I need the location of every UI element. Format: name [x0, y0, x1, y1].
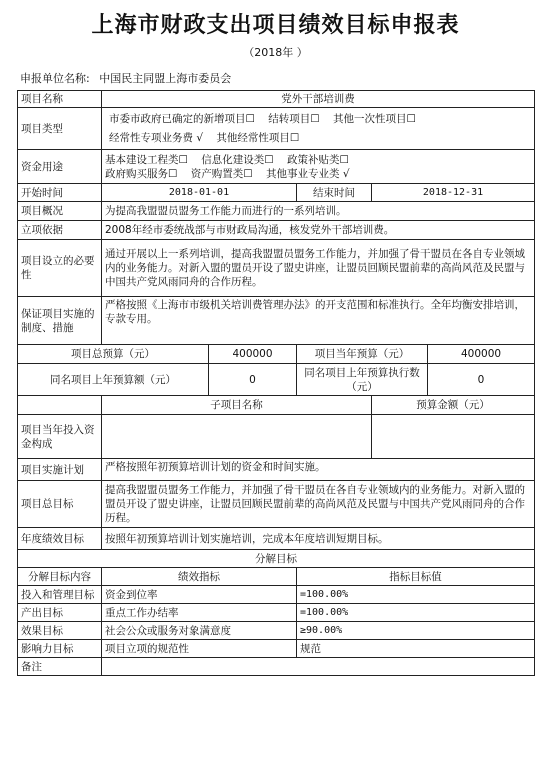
- fund-option-other-business[interactable]: 其他事业专业类 √: [266, 167, 350, 180]
- plan-label: 项目实施计划: [18, 459, 102, 481]
- applicant-line: [20, 72, 231, 86]
- breakdown-target: 投入和管理目标: [18, 586, 102, 604]
- fund-use-label: 资金用途: [18, 150, 102, 184]
- breakdown-row: [18, 640, 535, 658]
- fund-composition-label: 项目当年投入资金构成: [18, 415, 102, 459]
- start-time-value: 2018-01-01: [102, 184, 297, 202]
- fund-composition-amount-cell[interactable]: [372, 415, 535, 459]
- breakdown-col-target: 分解目标内容: [18, 568, 102, 586]
- sub-project-name-header: 子项目名称: [102, 396, 372, 415]
- fund-option-subsidy[interactable]: 政策补贴类☐: [287, 153, 349, 166]
- basis-label: 立项依据: [18, 221, 102, 240]
- project-name-label: 项目名称: [18, 91, 102, 108]
- breakdown-value: =100.00%: [297, 586, 535, 604]
- applicant-label: 申报单位名称:: [20, 72, 90, 85]
- breakdown-indicator: 项目立项的规范性: [102, 640, 297, 658]
- sub-project-blank: [18, 396, 102, 415]
- fund-option-assets[interactable]: 资产购置类☐: [190, 167, 253, 180]
- prev-budget-value: 0: [209, 364, 297, 396]
- breakdown-row: [18, 622, 535, 640]
- breakdown-section-title: 分解目标: [18, 550, 535, 568]
- sub-project-amount-header: 预算金额（元）: [372, 396, 535, 415]
- breakdown-target: 产出目标: [18, 604, 102, 622]
- breakdown-value: ≥90.00%: [297, 622, 535, 640]
- fund-option-procurement[interactable]: 政府购买服务☐: [105, 167, 178, 180]
- form-title: 上海市财政支出项目绩效目标申报表: [91, 13, 460, 38]
- overall-goal-label: 项目总目标: [18, 481, 102, 528]
- type-option-recurring-special[interactable]: 经常性专项业务费 √: [109, 132, 204, 144]
- breakdown-row: [18, 604, 535, 622]
- total-budget-value: 400000: [209, 345, 297, 364]
- fund-composition-name-cell[interactable]: [102, 415, 372, 459]
- breakdown-indicator: 社会公众或服务对象满意度: [102, 622, 297, 640]
- fund-use-options: [102, 150, 535, 184]
- breakdown-value: =100.00%: [297, 604, 535, 622]
- overview-value: 为提高我盟盟员盟务工作能力而进行的一系列培训。: [102, 202, 535, 221]
- type-option-one-time[interactable]: 其他一次性项目☐: [333, 113, 416, 125]
- performance-form-table: [17, 90, 535, 676]
- overall-goal-value: 提高我盟盟员盟务工作能力，并加强了骨干盟员在各自专业领域内的业务能力。对新入盟的盟员开设了盟史讲座，让盟员回顾民盟前辈的高尚风范及民盟与中国共产党风雨同舟的合作历程。: [102, 481, 535, 528]
- necessity-value: 通过开展以上一系列培训，提高我盟盟员盟务工作能力，并加强了骨干盟员在各自专业领域内的业务能力。对新入盟的盟员开设了盟史讲座，让盟员回顾民盟前辈的高尚风范及民盟与中国共产党风雨同舟的合作历程。: [102, 240, 535, 297]
- project-type-label: 项目类型: [18, 108, 102, 150]
- guarantee-label: 保证项目实施的制度、措施: [18, 297, 102, 345]
- annual-goal-label: 年度绩效目标: [18, 528, 102, 550]
- start-time-label: 开始时间: [18, 184, 102, 202]
- prev-exec-label: 同名项目上年预算执行数（元）: [297, 364, 428, 396]
- breakdown-indicator: 资金到位率: [102, 586, 297, 604]
- necessity-label: 项目设立的必要性: [18, 240, 102, 297]
- total-budget-label: 项目总预算（元）: [18, 345, 209, 364]
- year-budget-label: 项目当年预算（元）: [297, 345, 428, 364]
- breakdown-target: 影响力目标: [18, 640, 102, 658]
- applicant-value: 中国民主同盟上海市委员会: [99, 72, 232, 85]
- type-option-carryover[interactable]: 结转项目☐: [268, 113, 320, 125]
- fund-option-it[interactable]: 信息化建设类☐: [201, 153, 274, 166]
- fund-option-construction[interactable]: 基本建设工程类☐: [105, 153, 188, 166]
- project-name-value: 党外干部培训费: [102, 91, 535, 108]
- breakdown-row: [18, 586, 535, 604]
- prev-budget-label: 同名项目上年预算额（元）: [18, 364, 209, 396]
- guarantee-value: 严格按照《上海市市级机关培训费管理办法》的开支范围和标准执行。全年均衡安排培训，专款专用。: [102, 297, 535, 345]
- end-time-value: 2018-12-31: [372, 184, 535, 202]
- breakdown-col-indicator: 绩效指标: [102, 568, 297, 586]
- overview-label: 项目概况: [18, 202, 102, 221]
- prev-exec-value: 0: [428, 364, 535, 396]
- breakdown-indicator: 重点工作办结率: [102, 604, 297, 622]
- form-year: （2018年 ）: [243, 46, 308, 59]
- breakdown-col-value: 指标目标值: [297, 568, 535, 586]
- basis-value: 2008年经市委统战部与市财政局沟通，核发党外干部培训费。: [102, 221, 535, 240]
- type-option-new[interactable]: 市委市政府已确定的新增项目☐: [109, 113, 255, 125]
- annual-goal-value: 按照年初预算培训计划实施培训，完成本年度培训短期目标。: [102, 528, 535, 550]
- project-type-options: [102, 108, 535, 150]
- year-budget-value: 400000: [428, 345, 535, 364]
- remark-label: 备注: [18, 658, 102, 676]
- end-time-label: 结束时间: [297, 184, 372, 202]
- type-option-other-recurring[interactable]: 其他经常性项目☐: [216, 132, 300, 144]
- plan-value: 严格按照年初预算培训计划的资金和时间实施。: [102, 459, 535, 481]
- breakdown-target: 效果目标: [18, 622, 102, 640]
- breakdown-value: 规范: [297, 640, 535, 658]
- remark-value[interactable]: [102, 658, 535, 676]
